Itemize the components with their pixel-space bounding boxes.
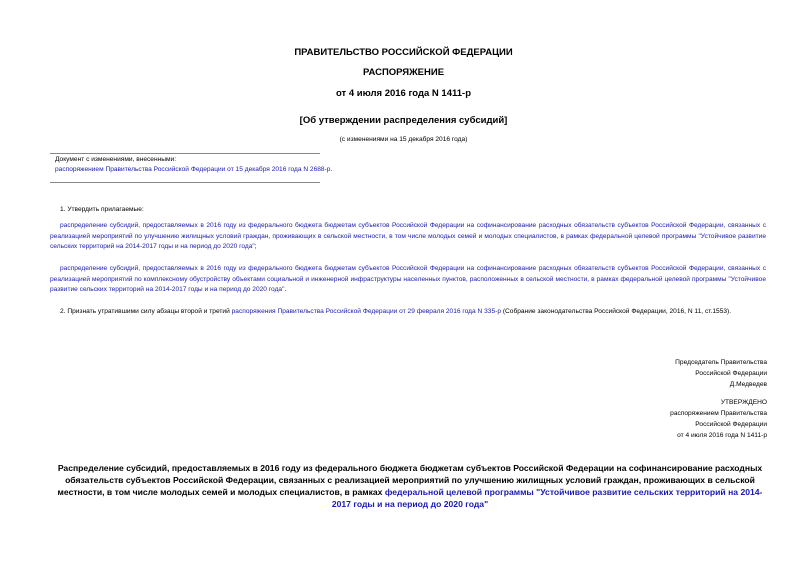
item-1-intro: 1. Утвердить прилагаемые: xyxy=(60,206,144,213)
distribution-title-text: Распределение субсидий, предоставляемых в 2016 году из федерального бюджета бюджетам субъектов Российской Федерации на софинансирование расходных обязательств субъектов Российской Федерации, связанных с реализацией мероприятий по улучшению жилищных условий граждан, проживающих в сельской местности, в том числе молодых семей и молодых специалистов, в рамках xyxy=(57,463,763,497)
changes-box-bottom-rule xyxy=(50,182,320,183)
changes-box-title: Документ с изменениями, внесенными: xyxy=(55,156,177,163)
signature-line-3: Д.Медведев xyxy=(729,381,767,388)
amendment-link[interactable]: распоряжением Правительства Российской Федерации от 15 декабря 2016 года N 2688-р xyxy=(55,166,331,173)
item-1b-paragraph xyxy=(50,264,766,296)
document-type: РАСПОРЯЖЕНИЕ xyxy=(362,67,445,78)
item-2-paragraph xyxy=(50,307,766,318)
approved-line-2: распоряжением Правительства xyxy=(670,410,767,417)
signature-line-1: Председатель Правительства xyxy=(675,359,767,366)
amendments-note: (с изменениями на 15 декабря 2016 года) xyxy=(339,136,468,143)
item-1a-paragraph xyxy=(50,221,766,253)
changes-box-top-rule xyxy=(50,153,320,154)
changes-box-entry xyxy=(55,166,332,173)
government-title: ПРАВИТЕЛЬСТВО РОССИЙСКОЙ ФЕДЕРАЦИИ xyxy=(294,47,513,58)
approved-line-4: от 4 июля 2016 года N 1411-р xyxy=(677,432,767,439)
item-2-suffix: (Собрание законодательства Российской Федерации, 2016, N 11, ст.1553). xyxy=(500,308,732,315)
item-1a-trailing: ; xyxy=(254,243,257,250)
item-1b-link[interactable]: распределение субсидий, предоставляемых в 2016 году из федерального бюджета бюджетам субъектов Российской Федерации на софинансирование расходных обязательств субъектов Российской Федерации, связанных с реализацией мероприятий по комплексному обустройству объектами социальной и инженерной инфраструктуры населенных пунктов, расположенных в сельской местности, в рамках федеральной целевой программы "Устойчивое развитие сельских территорий на 2014-2017 годы и на период до 2020 года" xyxy=(50,265,766,293)
amendment-trailing: . xyxy=(330,166,333,173)
item-1b-trailing: . xyxy=(284,286,287,293)
distribution-title xyxy=(50,462,770,510)
signature-block xyxy=(675,357,767,390)
approved-block xyxy=(670,397,767,441)
item-2-link[interactable]: распоряжения Правительства Российской Федерации от 29 февраля 2016 года N 335-р xyxy=(231,308,501,315)
approved-line-3: Российской Федерации xyxy=(695,421,767,428)
document-subject: [Об утверждении распределения субсидий] xyxy=(299,115,508,126)
item-1a-link[interactable]: распределение субсидий, предоставляемых в 2016 году из федерального бюджета бюджетам субъектов Российской Федерации на софинансирование расходных обязательств субъектов Российской Федерации, связанных с реализацией мероприятий по улучшению жилищных условий граждан, проживающих в сельской местности, в том числе молодых семей и молодых специалистов, в рамках федеральной целевой программы "Устойчивое развитие сельских территорий на 2014-2017 годы и на период до 2020 года" xyxy=(50,222,766,250)
distribution-program-link[interactable]: федеральной целевой программы "Устойчивое развитие сельских территорий на 2014-2017 годы и на период до 2020 года" xyxy=(331,487,763,509)
signature-line-2: Российской Федерации xyxy=(695,370,767,377)
approved-line-1: УТВЕРЖДЕНО xyxy=(720,399,767,406)
document-date-number: от 4 июля 2016 года N 1411-р xyxy=(335,88,472,99)
item-2-prefix: 2. Признать утратившими силу абзацы второй и третий xyxy=(60,308,232,315)
